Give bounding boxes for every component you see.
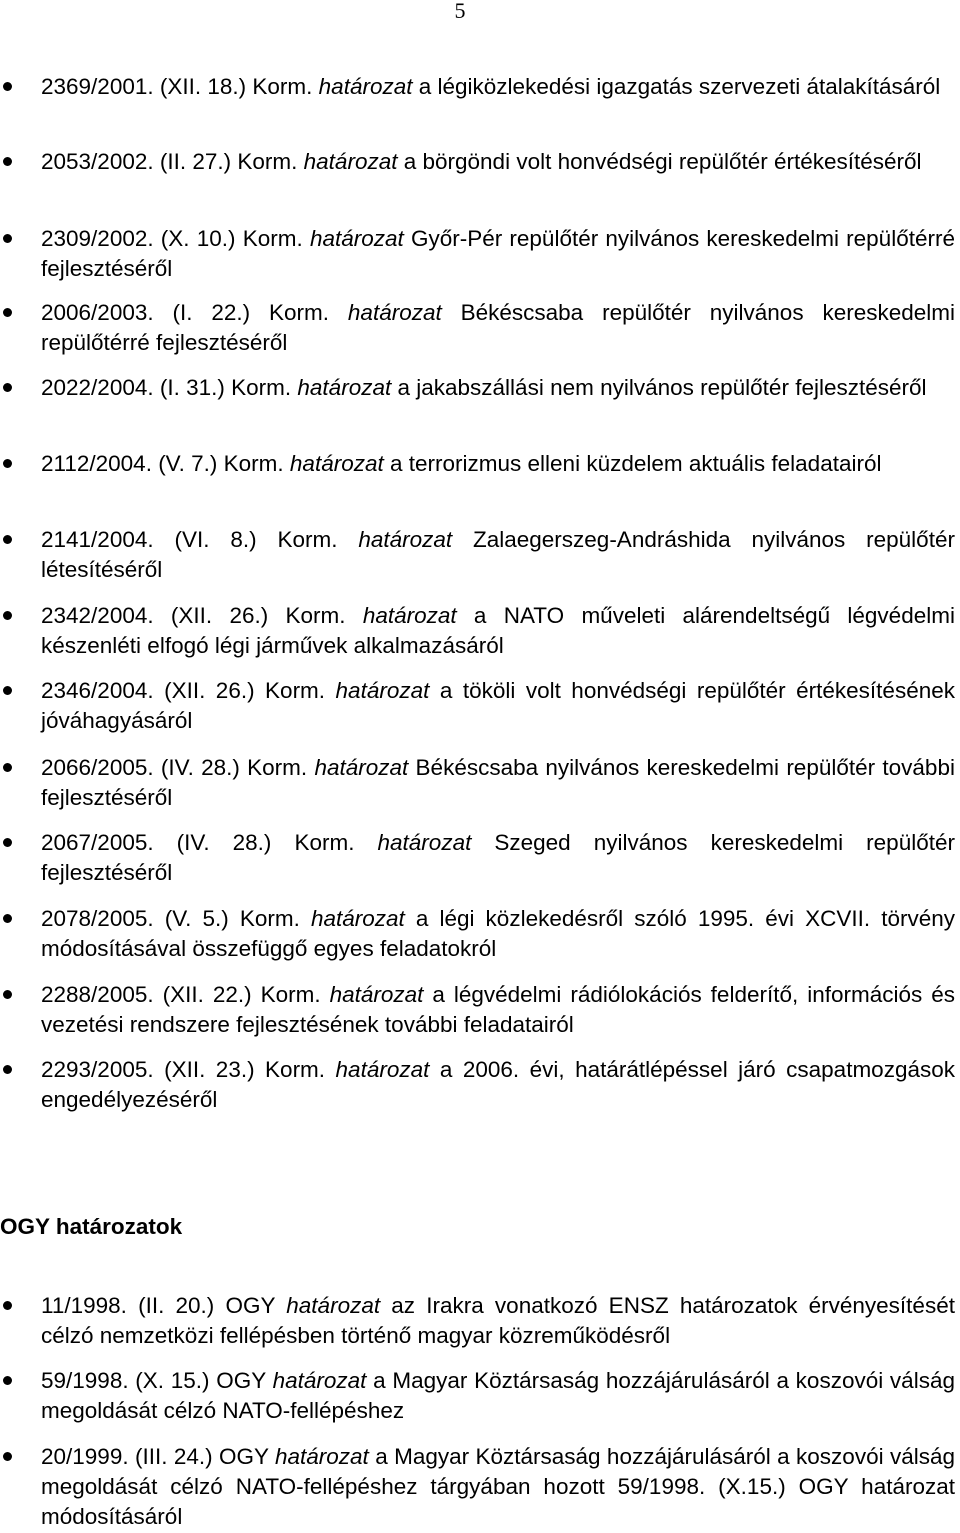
resolution-kind: határozat [347,300,442,325]
resolution-subject: a jakabszállási nem nyilvános repülőtér fejlesztéséről [397,375,927,400]
bullet-icon [3,1301,12,1310]
page-number: 5 [454,0,466,23]
bullet-icon [3,914,12,923]
resolution-kind: határozat [310,906,405,931]
list-item [0,676,960,736]
resolution-kind: határozat [318,74,413,99]
resolution-ref: 2293/2005. (XII. 23.) Korm. [41,1057,326,1082]
resolution-ref: 2346/2004. (XII. 26.) Korm. [41,678,326,703]
resolution-subject: a NATO műveleti alárendeltségű légvédelmi készenléti elfogó légi járművek alkalmazásáról [41,603,955,658]
resolution-kind: határozat [335,1057,430,1082]
resolution-kind: határozat [286,1293,381,1318]
bullet-icon [3,1065,12,1074]
resolution-kind: határozat [272,1368,367,1393]
resolution-subject: a terrorizmus elleni küzdelem aktuális feladatairól [390,451,882,476]
list-item [0,449,960,509]
resolution-subject: az Irakra vonatkozó ENSZ határozatok érvényesítését célzó nemzetközi fellépésben történő magyar közreműködésről [41,1293,955,1348]
resolution-ref: 2141/2004. (VI. 8.) Korm. [41,527,338,552]
bullet-icon [3,308,12,317]
resolution-subject: a 2006. évi, határátlépéssel járó csapatmozgások engedélyezéséről [41,1057,955,1112]
resolution-ref: 2066/2005. (IV. 28.) Korm. [41,755,308,780]
resolution-subject: Szeged nyilvános kereskedelmi repülőtér fejlesztéséről [41,830,955,885]
resolution-ref: 2369/2001. (XII. 18.) Korm. [41,74,313,99]
bullet-icon [3,686,12,695]
list-item [0,147,960,207]
resolution-subject: a Magyar Köztársaság hozzájárulásáról a koszovói válság megoldását célzó NATO-fellépéshez tárgyában hozott 59/1998. (X.15.) OGY határozat módosításáról [41,1444,955,1529]
resolution-subject: Győr-Pér repülőtér nyilvános kereskedelmi repülőtérré fejlesztéséről [41,226,955,281]
resolution-kind: határozat [329,982,424,1007]
resolution-subject: a légvédelmi rádiólokációs felderítő, információs és vezetési rendszere fejlesztésének további feladatairól [41,982,955,1037]
resolution-ref: 2078/2005. (V. 5.) Korm. [41,906,300,931]
resolution-ref: 2288/2005. (XII. 22.) Korm. [41,982,321,1007]
resolution-ref: 11/1998. (II. 20.) OGY [41,1293,276,1318]
list-item [0,72,960,132]
resolution-ref: 2067/2005. (IV. 28.) Korm. [41,830,355,855]
bullet-icon [3,383,12,392]
bullet-icon [3,611,12,620]
resolution-subject: a börgöndi volt honvédségi repülőtér értékesítéséről [403,149,922,174]
resolution-subject: a tököli volt honvédségi repülőtér értékesítésének jóváhagyásáról [41,678,955,733]
bullet-icon [3,838,12,847]
resolution-kind: határozat [314,755,409,780]
resolution-subject: Békéscsaba repülőtér nyilvános kereskedelmi repülőtérré fejlesztéséről [41,300,955,355]
list-item [0,224,960,284]
list-item [0,1291,960,1351]
list-item [0,373,960,433]
resolution-subject: a légi közlekedésről szóló 1995. évi XCVII. törvény módosításával összefüggő egyes feladatokról [41,906,955,961]
list-item [0,980,960,1040]
resolution-ref: 20/1999. (III. 24.) OGY [41,1444,269,1469]
resolution-ref: 2342/2004. (XII. 26.) Korm. [41,603,346,628]
section-heading: OGY határozatok [0,1214,183,1239]
bullet-icon [3,1452,12,1461]
resolution-ref: 2112/2004. (V. 7.) Korm. [41,451,284,476]
resolution-subject: Békéscsaba nyilvános kereskedelmi repülőtér további fejlesztéséről [41,755,955,810]
resolution-kind: határozat [358,527,453,552]
resolution-kind: határozat [297,375,392,400]
bullet-icon [3,459,12,468]
list-item [0,1055,960,1115]
list-item [0,828,960,888]
resolution-kind: határozat [274,1444,369,1469]
resolution-kind: határozat [309,226,404,251]
list-item [0,298,960,358]
resolution-ref: 2309/2002. (X. 10.) Korm. [41,226,303,251]
resolution-kind: határozat [303,149,398,174]
bullet-icon [3,234,12,243]
list-item [0,525,960,585]
list-item [0,753,960,813]
resolution-subject: a Magyar Köztársaság hozzájárulásáról a koszovói válság megoldását célzó NATO-fellépéshez [41,1368,955,1423]
bullet-icon [3,990,12,999]
resolution-subject: a légiközlekedési igazgatás szervezeti átalakításáról [418,74,941,99]
bullet-icon [3,1376,12,1385]
resolution-kind: határozat [377,830,472,855]
resolution-ref: 2022/2004. (I. 31.) Korm. [41,375,292,400]
bullet-icon [3,82,12,91]
resolution-subject: Zalaegerszeg-Andráshida nyilvános repülőtér létesítéséről [41,527,955,582]
resolution-ref: 2053/2002. (II. 27.) Korm. [41,149,298,174]
resolution-ref: 2006/2003. (I. 22.) Korm. [41,300,330,325]
list-item [0,1442,960,1529]
resolution-kind: határozat [289,451,384,476]
bullet-icon [3,763,12,772]
resolution-kind: határozat [362,603,457,628]
list-item [0,904,960,964]
list-item [0,601,960,661]
bullet-icon [3,535,12,544]
resolution-kind: határozat [335,678,430,703]
resolution-ref: 59/1998. (X. 15.) OGY [41,1368,266,1393]
bullet-icon [3,157,12,166]
list-item [0,1366,960,1426]
